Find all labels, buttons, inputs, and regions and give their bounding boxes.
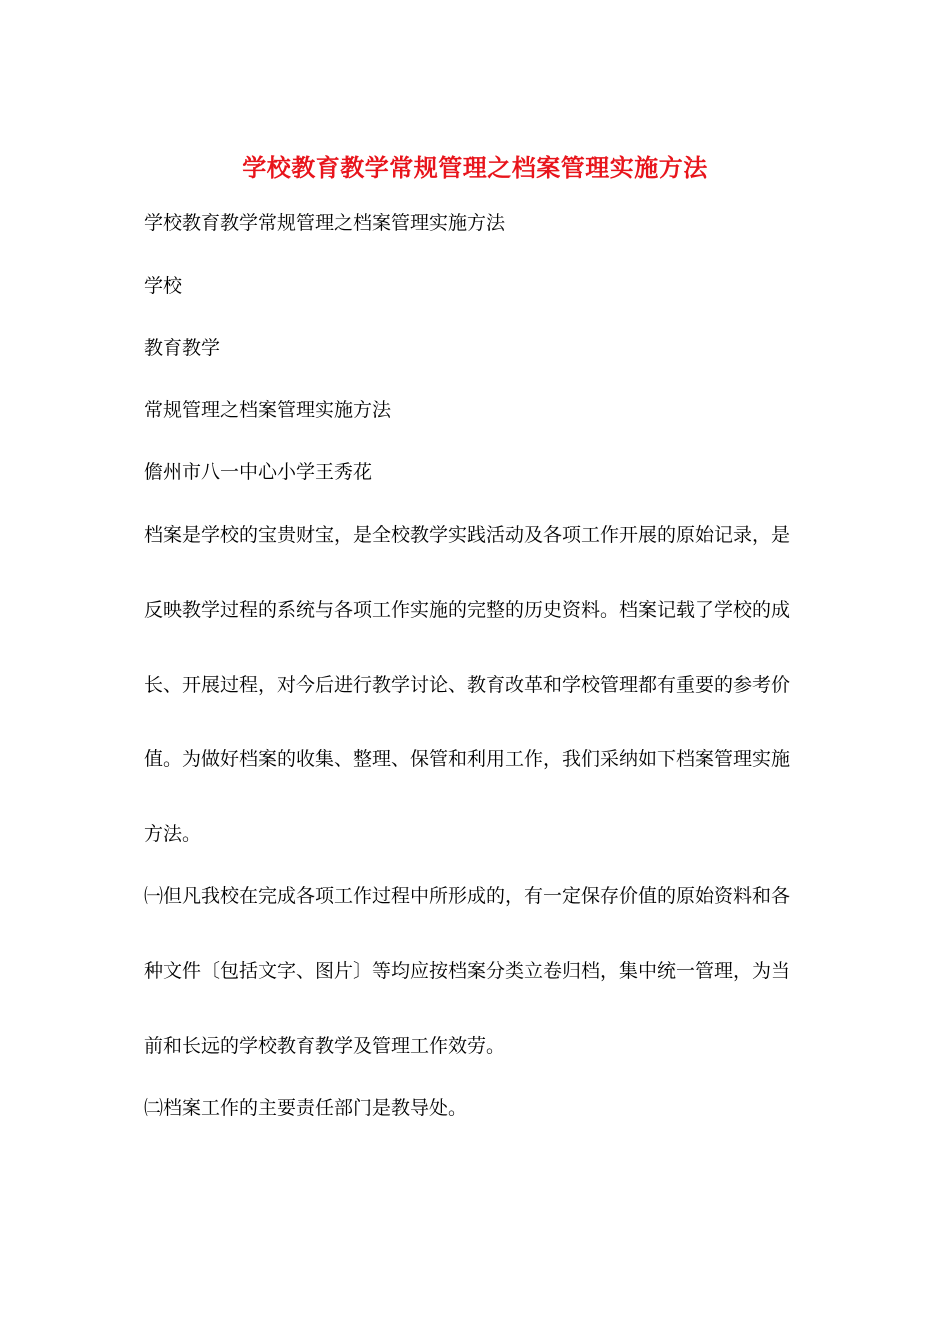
header-line-school: 学校	[144, 275, 183, 297]
author-line: 儋州市八一中心小学王秀花	[144, 461, 373, 483]
header-line-doc-title: 学校教育教学常规管理之档案管理实施方法	[144, 212, 506, 234]
header-line-subtitle: 常规管理之档案管理实施方法	[144, 399, 392, 421]
paragraph-2-line: 前和长远的学校教育教学及管理工作效劳。	[144, 1035, 506, 1057]
paragraph-1-line: 反映教学过程的系统与各项工作实施的完整的历史资料。档案记载了学校的成	[144, 599, 791, 621]
paragraph-1-line: 档案是学校的宝贵财宝，是全校教学实践活动及各项工作开展的原始记录，是	[144, 524, 791, 546]
paragraph-3-line: ㈡档案工作的主要责任部门是教导处。	[144, 1097, 468, 1119]
paragraph-1-line: 长、开展过程，对今后进行教学讨论、教育改革和学校管理都有重要的参考价	[144, 674, 791, 696]
page-title: 学校教育教学常规管理之档案管理实施方法	[242, 153, 708, 182]
paragraph-1-line: 方法。	[144, 823, 202, 845]
paragraph-2-line: ㈠但凡我校在完成各项工作过程中所形成的，有一定保存价值的原始资料和各	[144, 885, 791, 907]
paragraph-1-line: 值。为做好档案的收集、整理、保管和利用工作，我们采纳如下档案管理实施	[144, 748, 791, 770]
paragraph-2-line: 种文件〔包括文字、图片〕等均应按档案分类立卷归档，集中统一管理，为当	[144, 960, 791, 982]
header-line-education: 教育教学	[144, 337, 221, 359]
